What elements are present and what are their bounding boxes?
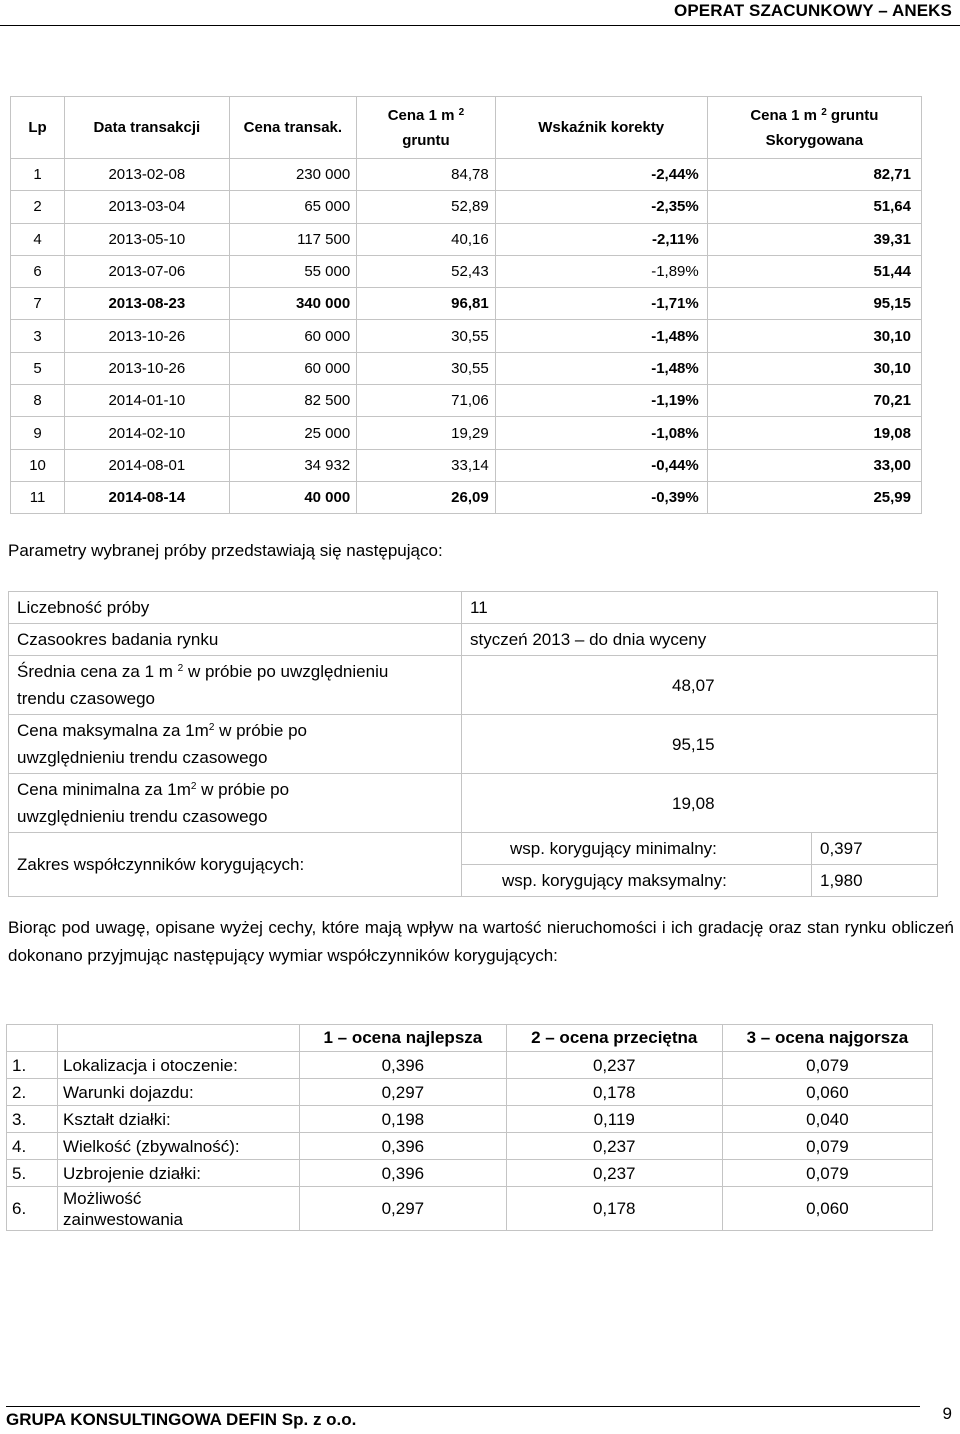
transaction-row [11,255,922,287]
transaction-correction: -1,48% [495,320,707,352]
header-divider [0,25,960,26]
coef-row-number: 5. [7,1160,58,1187]
transaction-row [11,320,922,352]
transaction-date: 2014-08-14 [65,481,229,513]
transaction-correction: -1,19% [495,385,707,417]
page-header [0,0,960,30]
transaction-row [11,223,922,255]
coef-row-name: Lokalizacja i otoczenie: [58,1052,300,1079]
transaction-lp: 4 [11,223,65,255]
transaction-correction: -1,48% [495,352,707,384]
transaction-unit-price: 52,43 [357,255,495,287]
coef-row-number: 4. [7,1133,58,1160]
company-name: GRUPA KONSULTINGOWA DEFIN Sp. z o.o. [6,1410,357,1429]
transaction-adjusted-price: 82,71 [707,159,921,191]
coef-row-number: 2. [7,1079,58,1106]
transaction-correction: -2,35% [495,191,707,223]
transaction-adjusted-price: 30,10 [707,352,921,384]
param-row-period [9,624,938,656]
coef-value-best: 0,396 [300,1160,507,1187]
transaction-unit-price: 19,29 [357,417,495,449]
coef-row-name: Kształt działki: [58,1106,300,1133]
coef-header-average: 2 – ocena przeciętna [506,1025,722,1052]
transaction-unit-price: 52,89 [357,191,495,223]
coef-value-average: 0,119 [506,1106,722,1133]
transaction-adjusted-price: 51,44 [707,255,921,287]
transaction-price: 340 000 [229,288,357,320]
transaction-price: 60 000 [229,352,357,384]
transaction-correction: -1,89% [495,255,707,287]
transaction-adjusted-price: 70,21 [707,385,921,417]
transaction-correction: -1,71% [495,288,707,320]
coef-value-average: 0,178 [506,1187,722,1231]
column-header-unit-price: Cena 1 m $^2$ gruntu [357,97,495,159]
transaction-lp: 11 [11,481,65,513]
coef-row-number: 6. [7,1187,58,1231]
coef-value-worst: 0,079 [722,1133,932,1160]
coef-value-worst: 0,079 [722,1160,932,1187]
transaction-lp: 8 [11,385,65,417]
coef-value-average: 0,178 [506,1079,722,1106]
coef-row-name: Uzbrojenie działki: [58,1160,300,1187]
param-value-range-min: 0,397 [812,833,938,865]
transaction-price: 65 000 [229,191,357,223]
transaction-date: 2013-07-06 [65,255,229,287]
transaction-price: 55 000 [229,255,357,287]
param-label-min: Cena minimalna za $1m^2$ w próbie po uwzględnieniu trendu czasowego [9,774,462,833]
coef-value-average: 0,237 [506,1052,722,1079]
coef-row-name: Wielkość (zbywalność): [58,1133,300,1160]
transaction-row [11,191,922,223]
coef-row [7,1133,933,1160]
transaction-price: 117 500 [229,223,357,255]
param-value-period: styczeń 2013 – do dnia wyceny [462,624,938,656]
transaction-correction: -1,08% [495,417,707,449]
transactions-table [10,96,922,514]
transaction-price: 25 000 [229,417,357,449]
transaction-price: 230 000 [229,159,357,191]
param-value-min: 19,08 [462,774,938,833]
transaction-date: 2013-08-23 [65,288,229,320]
coef-row [7,1079,933,1106]
transaction-unit-price: 71,06 [357,385,495,417]
column-header-correction: Wskaźnik korekty [495,97,707,159]
column-header-date: Data transakcji [65,97,229,159]
coefficients-table [6,1024,933,1231]
coef-header-best: 1 – ocena najlepsza [300,1025,507,1052]
transaction-adjusted-price: 33,00 [707,449,921,481]
coef-value-worst: 0,040 [722,1106,932,1133]
transaction-unit-price: 33,14 [357,449,495,481]
transaction-correction: -0,44% [495,449,707,481]
parameters-table [8,591,938,897]
transaction-lp: 6 [11,255,65,287]
coefficients-header-row [7,1025,933,1052]
transaction-row [11,481,922,513]
transaction-adjusted-price: 39,31 [707,223,921,255]
coef-row [7,1052,933,1079]
coef-row-number: 3. [7,1106,58,1133]
coef-value-best: 0,396 [300,1133,507,1160]
transaction-row [11,352,922,384]
coef-value-best: 0,198 [300,1106,507,1133]
transaction-adjusted-price: 30,10 [707,320,921,352]
param-row-sample [9,592,938,624]
coef-row [7,1187,933,1231]
transaction-row [11,385,922,417]
transaction-unit-price: 26,09 [357,481,495,513]
coef-value-average: 0,237 [506,1133,722,1160]
transaction-adjusted-price: 25,99 [707,481,921,513]
param-label-average: Średnia cena za 1 m $^2$ w próbie po uwzględnieniu trendu czasowego [9,656,462,715]
param-row-max [9,715,938,774]
page-number: 9 [942,1404,952,1423]
transaction-unit-price: 96,81 [357,288,495,320]
narrative-paragraph: Biorąc pod uwagę, opisane wyżej cechy, które mają wpływ na wartość nieruchomości i ich gradację oraz stan rynku obliczeń dokonano przyjmując następujący wymiar współczynników korygujących: [8,918,954,965]
coef-header-worst: 3 – ocena najgorsza [722,1025,932,1052]
transaction-date: 2013-02-08 [65,159,229,191]
transaction-row [11,417,922,449]
page-footer [0,1400,960,1434]
coef-value-best: 0,297 [300,1079,507,1106]
transaction-lp: 2 [11,191,65,223]
param-label-range-min: wsp. korygujący minimalny: [462,833,812,865]
document-title: OPERAT SZACUNKOWY – ANEKS [674,1,952,20]
transaction-lp: 7 [11,288,65,320]
transaction-unit-price: 30,55 [357,320,495,352]
param-label-max: Cena maksymalna za $1m^2$ w próbie po uwzględnieniu trendu czasowego [9,715,462,774]
transaction-date: 2013-05-10 [65,223,229,255]
coef-value-worst: 0,079 [722,1052,932,1079]
transaction-unit-price: 84,78 [357,159,495,191]
param-value-range-max: 1,980 [812,865,938,897]
param-value-max: 95,15 [462,715,938,774]
coef-value-best: 0,297 [300,1187,507,1231]
param-value-sample-size: 11 [462,592,938,624]
transaction-date: 2013-03-04 [65,191,229,223]
transaction-date: 2013-10-26 [65,320,229,352]
coef-row [7,1160,933,1187]
param-value-average: 48,07 [462,656,938,715]
transaction-price: 40 000 [229,481,357,513]
param-label-range: Zakres współczynników korygujących: [9,833,462,897]
coef-row [7,1106,933,1133]
coef-row-name: Warunki dojazdu: [58,1079,300,1106]
transaction-lp: 10 [11,449,65,481]
transaction-price: 82 500 [229,385,357,417]
transaction-price: 60 000 [229,320,357,352]
column-header-price: Cena transak. [229,97,357,159]
transaction-price: 34 932 [229,449,357,481]
coef-header-blank-name [58,1025,300,1052]
transaction-adjusted-price: 51,64 [707,191,921,223]
transaction-correction: -2,44% [495,159,707,191]
transaction-lp: 3 [11,320,65,352]
coef-value-worst: 0,060 [722,1187,932,1231]
transaction-date: 2014-02-10 [65,417,229,449]
transactions-header-row [11,97,922,159]
transaction-date: 2013-10-26 [65,352,229,384]
param-label-period: Czasookres badania rynku [9,624,462,656]
footer-divider [6,1406,920,1407]
coef-header-blank-num [7,1025,58,1052]
param-row-min [9,774,938,833]
param-label-range-max: wsp. korygujący maksymalny: [462,865,812,897]
column-header-lp: Lp [11,97,65,159]
transactions-body [11,159,922,514]
transaction-unit-price: 40,16 [357,223,495,255]
transaction-row [11,159,922,191]
transaction-date: 2014-08-01 [65,449,229,481]
transaction-lp: 5 [11,352,65,384]
coef-row-name: Możliwość zainwestowania [58,1187,300,1231]
transaction-correction: -0,39% [495,481,707,513]
params-heading: Parametry wybranej próby przedstawiają się następująco: [8,541,443,560]
transaction-correction: -2,11% [495,223,707,255]
coef-value-average: 0,237 [506,1160,722,1187]
param-row-range-min [9,833,938,865]
transaction-adjusted-price: 95,15 [707,288,921,320]
coef-value-best: 0,396 [300,1052,507,1079]
transaction-row [11,449,922,481]
transaction-row [11,288,922,320]
transaction-lp: 9 [11,417,65,449]
transaction-date: 2014-01-10 [65,385,229,417]
coef-row-number: 1. [7,1052,58,1079]
param-label-sample-size: Liczebność próby [9,592,462,624]
param-row-average [9,656,938,715]
transaction-lp: 1 [11,159,65,191]
column-header-adjusted-price: Cena 1 m $^2$ gruntu Skorygowana [707,97,921,159]
transaction-unit-price: 30,55 [357,352,495,384]
coef-value-worst: 0,060 [722,1079,932,1106]
transaction-adjusted-price: 19,08 [707,417,921,449]
